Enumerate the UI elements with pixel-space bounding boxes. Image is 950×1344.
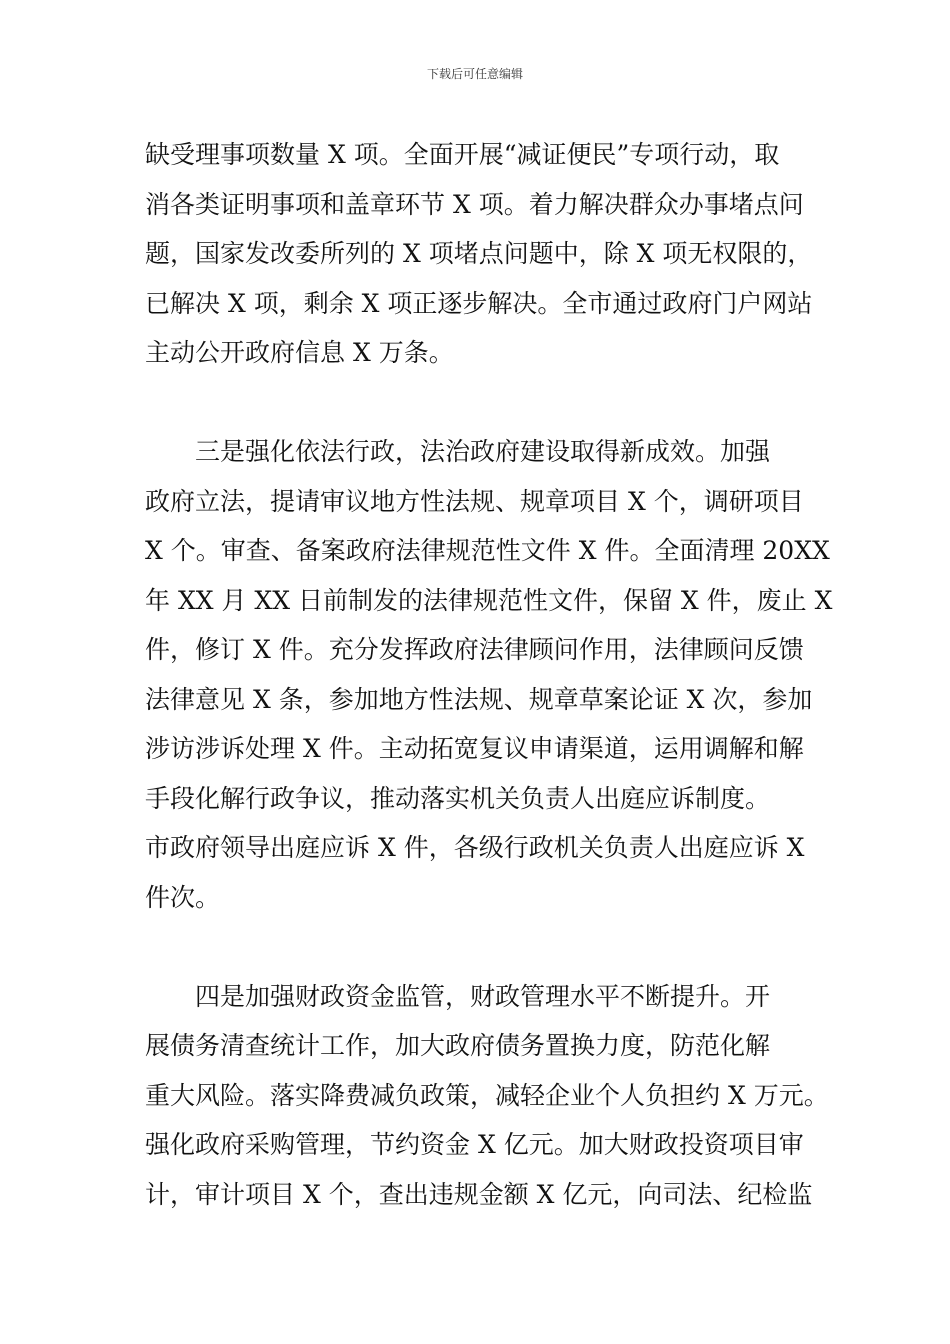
paragraph-1-line-5: 主动公开政府信息 X 万条。 xyxy=(145,338,454,367)
paragraph-2 xyxy=(145,427,833,922)
paragraph-3-line-2: 展债务清查统计工作，加大政府债务置换力度，防范化解 xyxy=(145,1031,771,1060)
paragraph-2-line-7: 涉访涉诉处理 X 件。主动拓宽复议申请渠道，运用调解和解 xyxy=(145,734,804,763)
paragraph-1-line-1: 缺受理事项数量 X 项。全面开展“减证便民”专项行动，取 xyxy=(145,140,780,169)
paragraph-2-line-5: 件，修订 X 件。充分发挥政府法律顾问作用，法律顾问反馈 xyxy=(145,635,804,664)
paragraph-3-line-3: 重大风险。落实降费减负政策，减轻企业个人负担约 X 万元。 xyxy=(145,1080,829,1110)
paragraph-1 xyxy=(145,130,825,378)
paragraph-1-line-2: 消各类证明事项和盖章环节 X 项。着力解决群众办事堵点问 xyxy=(145,189,804,219)
paragraph-2-line-4: 年 XX 月 XX 日前制发的法律规范性文件，保留 X 件，废止 X xyxy=(145,585,833,615)
paragraph-2-line-3: X 个。审查、备案政府法律规范性文件 X 件。全面清理 20XX xyxy=(145,536,830,565)
paragraph-2-line-2: 政府立法，提请审议地方性法规、规章项目 X 个，调研项目 xyxy=(145,486,804,516)
paragraph-2-line-6: 法律意见 X 条，参加地方性法规、规章草案论证 X 次，参加 xyxy=(145,684,813,714)
paragraph-3-line-4: 强化政府采购管理，节约资金 X 亿元。加大财政投资项目审 xyxy=(145,1130,804,1159)
paragraph-2-line-8: 手段化解行政争议，推动落实机关负责人出庭应诉制度。 xyxy=(145,783,771,813)
paragraph-2-line-1: 三是强化依法行政，法治政府建设取得新成效。加强 xyxy=(145,437,771,466)
paragraph-3-line-1: 四是加强财政资金监管，财政管理水平不断提升。开 xyxy=(145,981,771,1011)
paragraph-3 xyxy=(145,972,829,1220)
page-header: 下载后可任意编辑 xyxy=(426,67,523,81)
paragraph-1-line-3: 题，国家发改委所列的 X 项堵点问题中，除 X 项无权限的， xyxy=(145,239,813,268)
paragraph-1-line-4: 已解决 X 项，剩余 X 项正逐步解决。全市通过政府门户网站 xyxy=(145,288,813,318)
paragraph-2-line-9: 市政府领导出庭应诉 X 件，各级行政机关负责人出庭应诉 X xyxy=(145,833,805,862)
paragraph-2-line-10: 件次。 xyxy=(145,882,221,912)
paragraph-3-line-5: 计，审计项目 X 个，查出违规金额 X 亿元，向司法、纪检监 xyxy=(145,1179,813,1209)
document-body xyxy=(145,130,833,1219)
